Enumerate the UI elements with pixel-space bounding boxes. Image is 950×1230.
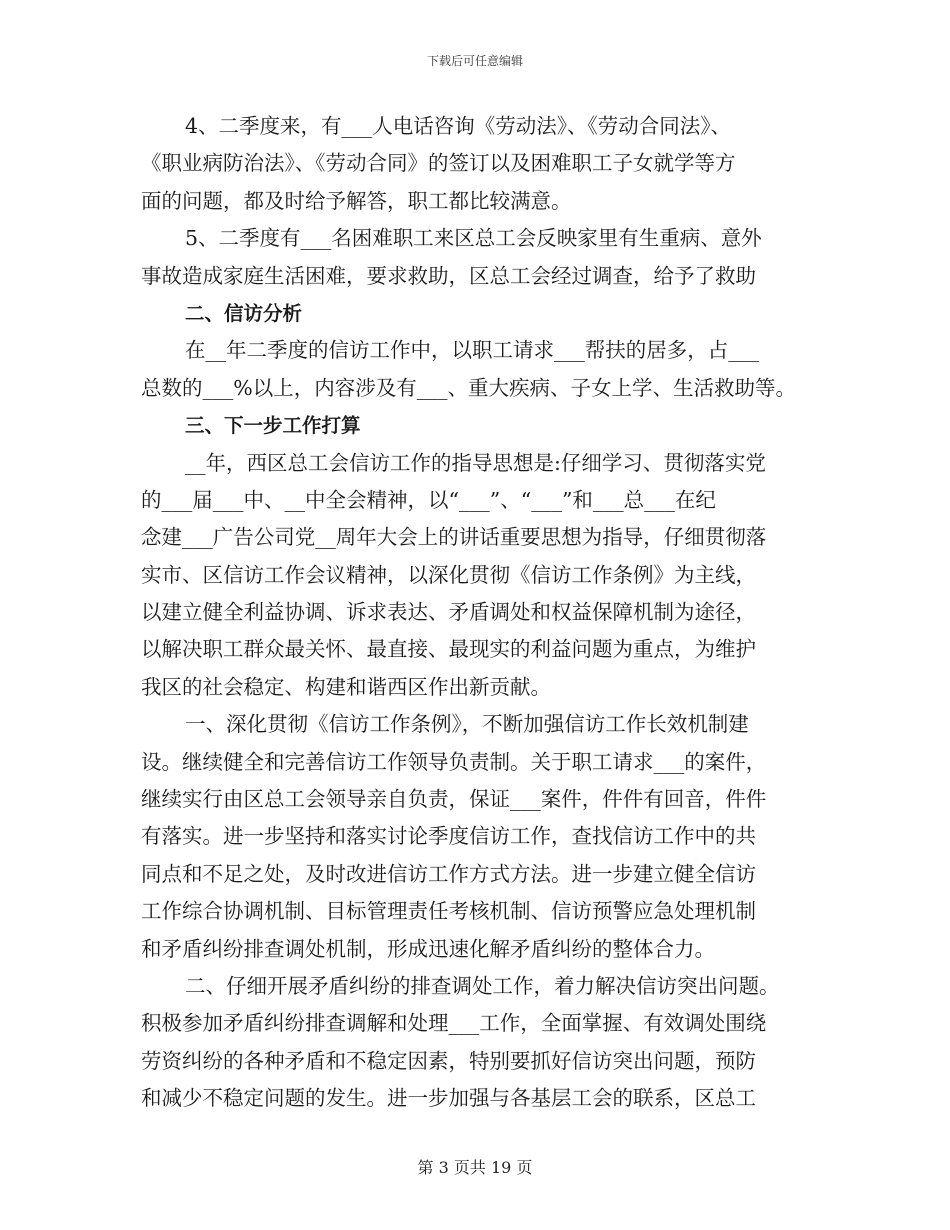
- text-line: 积极参加矛盾纠纷排查调解和处理___工作，全面掌握、有效调处围绕: [141, 1011, 767, 1036]
- page-header: 下载后可任意编辑: [426, 54, 523, 68]
- text-line: 和减少不稳定问题的发生。进一步加强与各基层工会的联系，区总工: [141, 1086, 756, 1111]
- text-line: 一、深化贯彻《信访工作条例》，不断加强信访工作长效机制建: [185, 712, 749, 737]
- text-line: 实市、区信访工作会议精神，以深化贯彻《信访工作条例》为主线，: [141, 562, 756, 587]
- text-line: __年，西区总工会信访工作的指导思想是:仔细学习、贯彻落实党: [185, 450, 766, 475]
- text-line: 面的问题，都及时给予解答，职工都比较满意。: [141, 188, 572, 213]
- text-line: 有落实。进一步坚持和落实讨论季度信访工作，查找信访工作中的共: [141, 824, 756, 849]
- text-line: 继续实行由区总工会领导亲自负责，保证___案件，件件有回音，件件: [141, 787, 767, 812]
- text-line: 同点和不足之处，及时改进信访工作方式方法。进一步建立健全信访: [141, 861, 756, 886]
- text-line: 事故造成家庭生活困难，要求救助，区总工会经过调查，给予了救助: [141, 263, 756, 288]
- section-heading: 三、下一步工作打算: [185, 414, 361, 438]
- text-line: 《职业病防治法》、《劳动合同》的签订以及困难职工子女就学等方: [141, 151, 736, 176]
- text-line: 以解决职工群众最关怀、最直接、最现实的利益问题为重点，为维护: [141, 637, 756, 662]
- text-line: 在__年二季度的信访工作中，以职工请求___帮扶的居多，占___: [185, 338, 759, 363]
- page-footer: 第 3 页共 19 页: [417, 1158, 533, 1177]
- text-line: 和矛盾纠纷排查调处机制，形成迅速化解矛盾纠纷的整体合力。: [141, 936, 715, 961]
- text-line: 二、仔细开展矛盾纠纷的排查调处工作，着力解决信访突出问题。: [185, 973, 780, 998]
- text-line: 劳资纠纷的各种矛盾和不稳定因素，特别要抓好信访突出问题，预防: [141, 1048, 756, 1073]
- section-heading: 二、信访分析: [185, 301, 303, 325]
- text-line: 设。继续健全和完善信访工作领导负责制。关于职工请求___的案件，: [141, 749, 767, 774]
- text-line: 4、二季度来，有___人电话咨询《劳动法》、《劳动合同法》、: [185, 114, 732, 138]
- text-line: 工作综合协调机制、目标管理责任考核机制、信访预警应急处理机制: [141, 899, 756, 924]
- text-line: 念建___广告公司党__周年大会上的讲话重要思想为指导，仔细贯彻落: [141, 525, 767, 550]
- document-body: [141, 108, 821, 1118]
- text-line: 总数的___%以上，内容涉及有___、重大疾病、子女上学、生活救助等。: [141, 375, 796, 400]
- text-line: 5、二季度有___名困难职工来区总工会反映家里有生重病、意外: [185, 226, 762, 251]
- text-line: 以建立健全利益协调、诉求表达、矛盾调处和权益保障机制为途径，: [141, 600, 756, 625]
- text-line: 的___届___中、__中全会精神，以“___”、“___”和___总___在纪: [141, 487, 716, 512]
- text-line: 我区的社会稳定、构建和谐西区作出新贡献。: [141, 674, 551, 699]
